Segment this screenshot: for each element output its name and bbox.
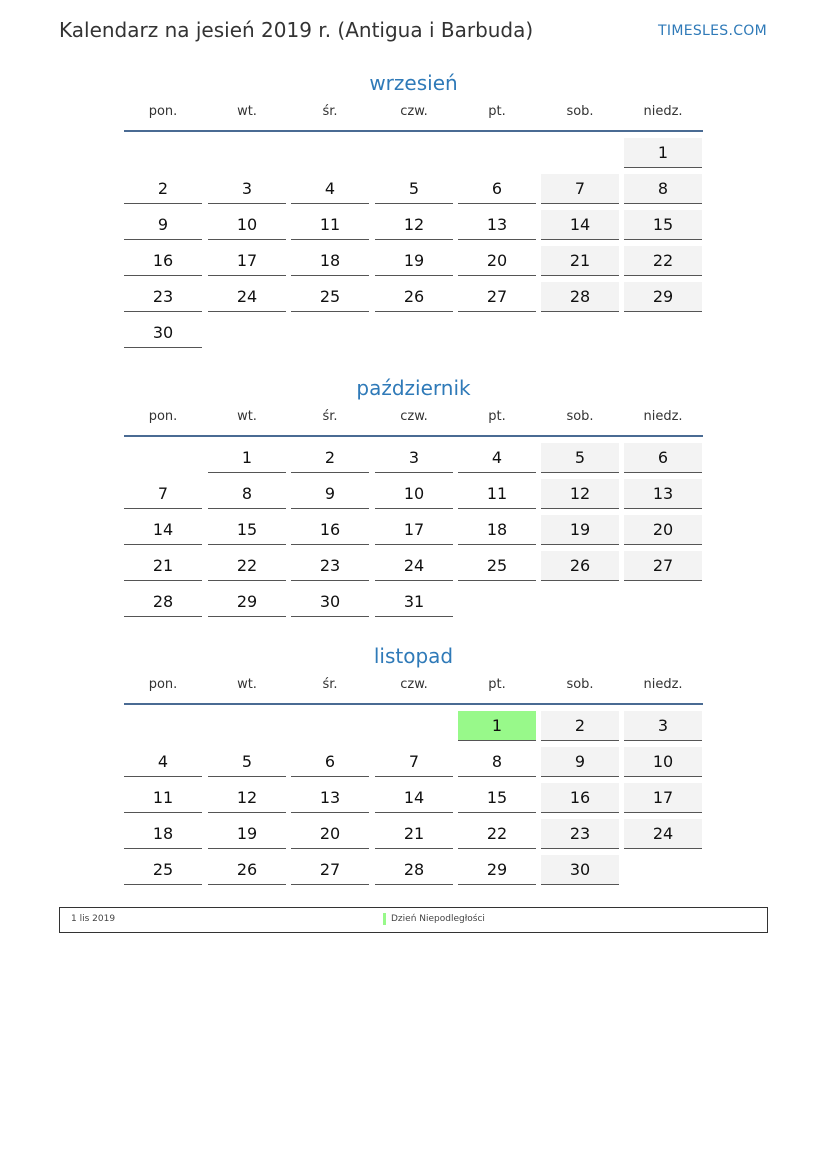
day-cell: 3 bbox=[375, 443, 453, 473]
weekday-label: niedz. bbox=[643, 409, 683, 424]
weekday-label: pon. bbox=[148, 409, 178, 424]
day-cell: 16 bbox=[124, 246, 202, 276]
weekday-label: pt. bbox=[488, 677, 506, 692]
day-cell: 14 bbox=[541, 210, 619, 240]
legend-color-swatch bbox=[383, 913, 386, 925]
day-cell: 25 bbox=[458, 551, 536, 581]
day-cell: 19 bbox=[541, 515, 619, 545]
day-cell: 10 bbox=[624, 747, 702, 777]
day-cell: 16 bbox=[541, 783, 619, 813]
day-cell: 31 bbox=[375, 587, 453, 617]
day-cell: 11 bbox=[291, 210, 369, 240]
legend-date: 1 lis 2019 bbox=[71, 914, 116, 924]
day-cell: 15 bbox=[458, 783, 536, 813]
day-cell: 16 bbox=[291, 515, 369, 545]
day-cell: 13 bbox=[291, 783, 369, 813]
day-cell: 29 bbox=[624, 282, 702, 312]
day-cell: 26 bbox=[208, 855, 286, 885]
day-cell: 22 bbox=[208, 551, 286, 581]
day-cell: 25 bbox=[124, 855, 202, 885]
day-cell: 5 bbox=[541, 443, 619, 473]
weekday-label: sob. bbox=[566, 409, 594, 424]
day-cell: 3 bbox=[208, 174, 286, 204]
day-cell: 11 bbox=[124, 783, 202, 813]
day-cell: 21 bbox=[541, 246, 619, 276]
day-cell: 13 bbox=[624, 479, 702, 509]
day-cell: 4 bbox=[124, 747, 202, 777]
legend-holiday-name: Dzień Niepodległości bbox=[391, 914, 485, 924]
page-title: Kalendarz na jesień 2019 r. (Antigua i Barbuda) bbox=[59, 18, 534, 42]
day-cell: 24 bbox=[375, 551, 453, 581]
day-cell: 12 bbox=[375, 210, 453, 240]
day-cell: 4 bbox=[291, 174, 369, 204]
weekday-label: wt. bbox=[237, 677, 257, 692]
day-cell: 22 bbox=[624, 246, 702, 276]
day-cell: 21 bbox=[124, 551, 202, 581]
day-cell: 18 bbox=[124, 819, 202, 849]
day-cell: 9 bbox=[541, 747, 619, 777]
month-title: październik bbox=[356, 376, 471, 400]
day-cell: 22 bbox=[458, 819, 536, 849]
weekday-label: niedz. bbox=[643, 104, 683, 119]
day-cell: 17 bbox=[375, 515, 453, 545]
weekday-label: wt. bbox=[237, 104, 257, 119]
day-cell: 2 bbox=[541, 711, 619, 741]
day-cell: 14 bbox=[375, 783, 453, 813]
day-cell: 24 bbox=[624, 819, 702, 849]
day-cell: 18 bbox=[291, 246, 369, 276]
day-cell: 27 bbox=[624, 551, 702, 581]
day-cell: 30 bbox=[124, 318, 202, 348]
weekday-label: wt. bbox=[237, 409, 257, 424]
day-cell: 15 bbox=[624, 210, 702, 240]
day-cell: 3 bbox=[624, 711, 702, 741]
weekday-label: czw. bbox=[400, 104, 428, 119]
weekday-label: pon. bbox=[148, 104, 178, 119]
day-cell: 24 bbox=[208, 282, 286, 312]
day-cell: 28 bbox=[124, 587, 202, 617]
day-cell: 19 bbox=[375, 246, 453, 276]
weekday-header-row bbox=[124, 98, 703, 132]
day-cell: 4 bbox=[458, 443, 536, 473]
day-cell: 6 bbox=[624, 443, 702, 473]
holiday-legend bbox=[59, 907, 768, 933]
weekday-label: pt. bbox=[488, 409, 506, 424]
month-title: listopad bbox=[373, 644, 454, 668]
weekday-header-row bbox=[124, 671, 703, 705]
day-cell: 15 bbox=[208, 515, 286, 545]
month-calendar bbox=[124, 641, 703, 879]
day-cell: 1 bbox=[458, 711, 536, 741]
day-cell: 29 bbox=[458, 855, 536, 885]
weekday-label: pon. bbox=[148, 677, 178, 692]
day-cell: 17 bbox=[624, 783, 702, 813]
weekday-label: sob. bbox=[566, 677, 594, 692]
day-cell: 1 bbox=[208, 443, 286, 473]
day-cell: 10 bbox=[208, 210, 286, 240]
site-link[interactable]: TIMESLES.COM bbox=[658, 23, 767, 39]
day-cell: 18 bbox=[458, 515, 536, 545]
month-calendar bbox=[124, 373, 703, 611]
day-cell: 25 bbox=[291, 282, 369, 312]
day-cell: 17 bbox=[208, 246, 286, 276]
day-cell: 1 bbox=[624, 138, 702, 168]
day-cell: 30 bbox=[541, 855, 619, 885]
day-cell: 27 bbox=[291, 855, 369, 885]
day-cell: 23 bbox=[541, 819, 619, 849]
day-cell: 5 bbox=[375, 174, 453, 204]
weekday-header-row bbox=[124, 403, 703, 437]
day-cell: 23 bbox=[124, 282, 202, 312]
day-cell: 14 bbox=[124, 515, 202, 545]
weekday-label: sob. bbox=[566, 104, 594, 119]
day-cell: 20 bbox=[624, 515, 702, 545]
day-cell: 11 bbox=[458, 479, 536, 509]
day-cell: 28 bbox=[375, 855, 453, 885]
day-cell: 8 bbox=[208, 479, 286, 509]
day-cell: 28 bbox=[541, 282, 619, 312]
day-cell: 7 bbox=[124, 479, 202, 509]
day-cell: 12 bbox=[541, 479, 619, 509]
day-cell: 20 bbox=[291, 819, 369, 849]
day-cell: 9 bbox=[291, 479, 369, 509]
day-cell: 20 bbox=[458, 246, 536, 276]
day-cell: 6 bbox=[458, 174, 536, 204]
day-cell: 7 bbox=[375, 747, 453, 777]
day-cell: 27 bbox=[458, 282, 536, 312]
day-cell: 12 bbox=[208, 783, 286, 813]
day-cell: 26 bbox=[541, 551, 619, 581]
weekday-label: czw. bbox=[400, 409, 428, 424]
day-cell: 6 bbox=[291, 747, 369, 777]
day-cell: 10 bbox=[375, 479, 453, 509]
weekday-label: niedz. bbox=[643, 677, 683, 692]
day-cell: 13 bbox=[458, 210, 536, 240]
day-cell: 7 bbox=[541, 174, 619, 204]
day-cell: 26 bbox=[375, 282, 453, 312]
day-cell: 2 bbox=[124, 174, 202, 204]
day-cell: 5 bbox=[208, 747, 286, 777]
weekday-label: śr. bbox=[322, 104, 338, 119]
day-cell: 9 bbox=[124, 210, 202, 240]
day-cell: 8 bbox=[624, 174, 702, 204]
day-cell: 23 bbox=[291, 551, 369, 581]
day-cell: 8 bbox=[458, 747, 536, 777]
day-cell: 19 bbox=[208, 819, 286, 849]
month-title: wrzesień bbox=[369, 71, 458, 95]
weekday-label: śr. bbox=[322, 677, 338, 692]
day-cell: 2 bbox=[291, 443, 369, 473]
day-cell: 30 bbox=[291, 587, 369, 617]
day-cell: 29 bbox=[208, 587, 286, 617]
weekday-label: czw. bbox=[400, 677, 428, 692]
weekday-label: pt. bbox=[488, 104, 506, 119]
month-calendar bbox=[124, 68, 703, 342]
weekday-label: śr. bbox=[322, 409, 338, 424]
day-cell: 21 bbox=[375, 819, 453, 849]
